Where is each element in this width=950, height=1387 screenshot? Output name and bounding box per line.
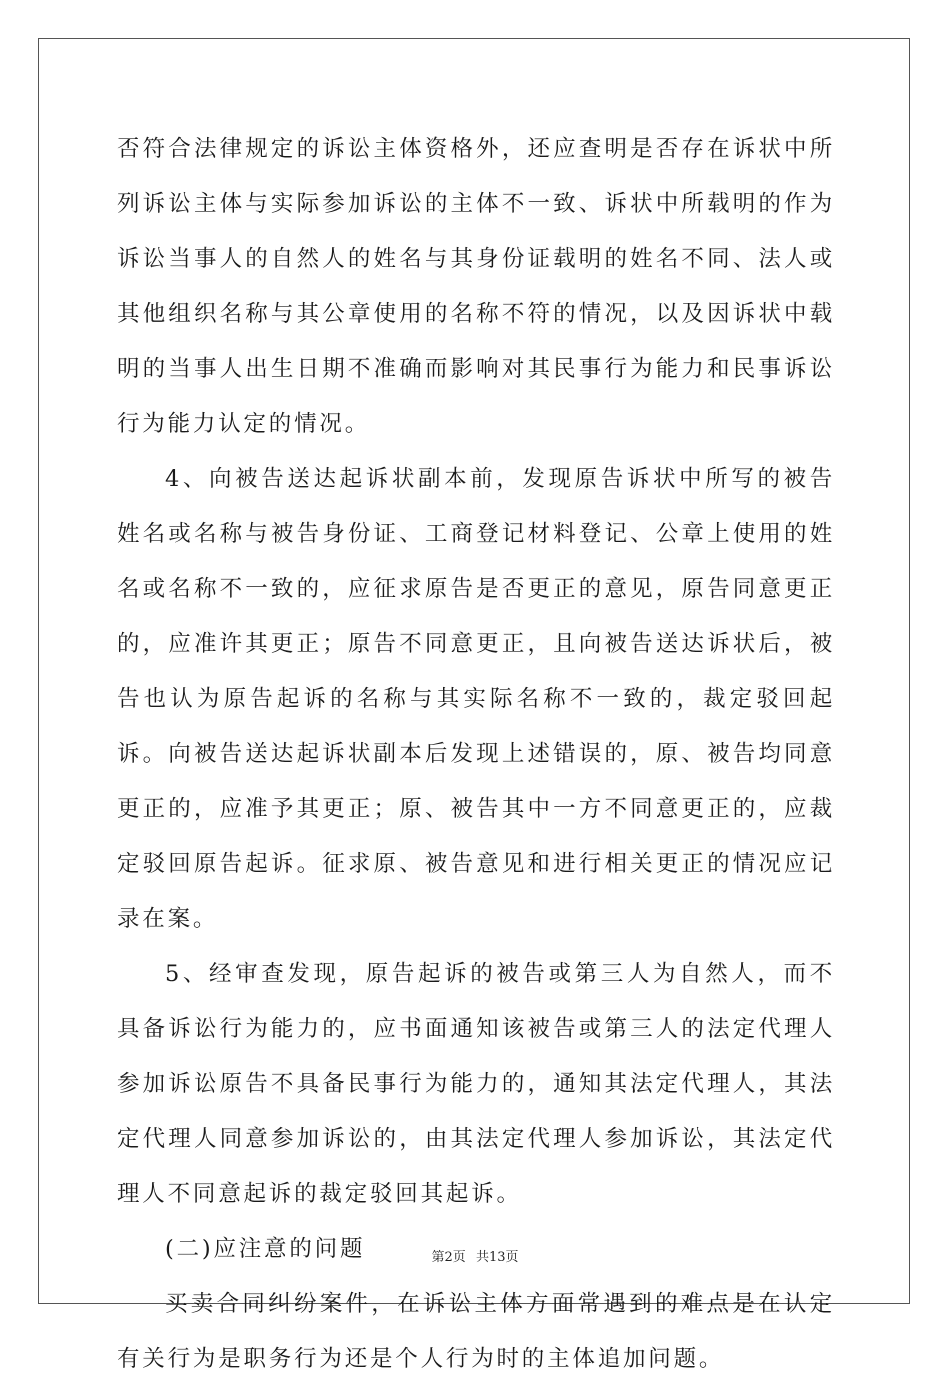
paragraph-item-4: 4、向被告送达起诉状副本前，发现原告诉状中所写的被告姓名或名称与被告身份证、工商登记材料登记、公章上使用的姓名或名称不一致的，应征求原告是否更正的意见，原告同意更正的，应准许其更正；原告不同意更正，且向被告送达诉状后，被告也认为原告起诉的名称与其实际名称不一致的，裁定驳回起诉。向被告送达起诉状副本后发现上述错误的，原、被告均同意更正的，应准予其更正；原、被告其中一方不同意更正的，应裁定驳回原告起诉。征求原、被告意见和进行相关更正的情况应记录在案。 [117,466,835,932]
section-heading: (二)应注意的问题 [165,1236,366,1262]
page-footer [0,1246,950,1265]
paragraph-closing: 买卖合同纠纷案件，在诉讼主体方面常遇到的难点是在认定有关行为是职务行为还是个人行为时的主体追加问题。 [117,1291,835,1372]
page-total: 共13页 [475,1250,519,1265]
document-body [117,122,835,1387]
paragraph-item-5: 5、经审查发现，原告起诉的被告或第三人为自然人，而不具备诉讼行为能力的，应书面通知该被告或第三人的法定代理人参加诉讼原告不具备民事行为能力的，通知其法定代理人，其法定代理人同意参加诉讼的，由其法定代理人参加诉讼，其法定代理人不同意起诉的裁定驳回其起诉。 [117,961,835,1207]
page-number: 第2页 [431,1250,466,1265]
paragraph-continuation: 否符合法律规定的诉讼主体资格外，还应查明是否存在诉状中所列诉讼主体与实际参加诉讼的主体不一致、诉状中所载明的作为诉讼当事人的自然人的姓名与其身份证载明的姓名不同、法人或其他组织名称与其公章使用的名称不符的情况，以及因诉状中载明的当事人出生日期不准确而影响对其民事行为能力和民事诉讼行为能力认定的情况。 [117,136,835,437]
